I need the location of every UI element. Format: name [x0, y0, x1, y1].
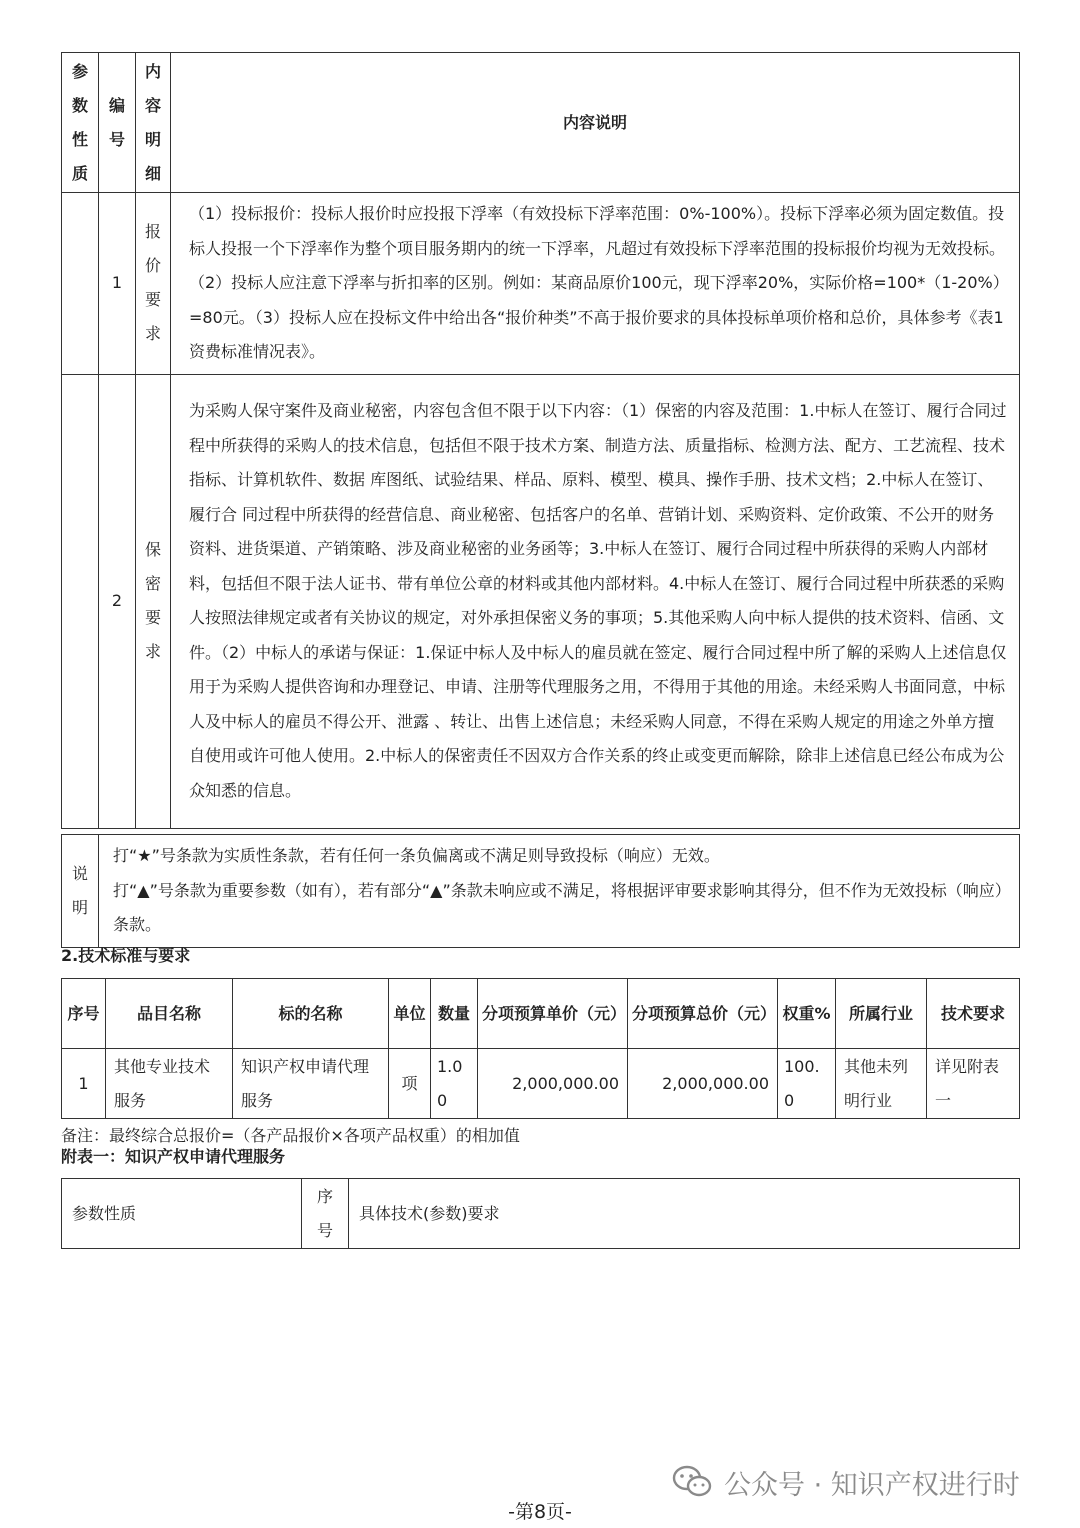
table-row	[62, 1049, 1020, 1119]
cell-item-name: 其他专业技术服务	[106, 1049, 233, 1119]
cell-target-name: 知识产权申请代理服务	[233, 1049, 389, 1119]
appendix-title: 附表一：知识产权申请代理服务	[61, 1147, 286, 1166]
cell-weight: 100.0	[778, 1049, 836, 1119]
header-param-nature: 参数性质	[62, 1179, 302, 1249]
cell-tech-req: 详见附表一	[927, 1049, 1020, 1119]
header-content-desc: 内容说明	[171, 53, 1020, 193]
table-row	[62, 374, 1020, 828]
requirements-table	[61, 52, 1020, 829]
param-nature-cell	[62, 193, 99, 375]
header-content-detail: 内容明细	[136, 53, 171, 193]
wechat-icon	[672, 1465, 712, 1499]
appendix-table	[61, 1178, 1020, 1249]
watermark-text: 公众号 · 知识产权进行时	[724, 1469, 1020, 1501]
row-number: 2	[99, 374, 136, 828]
note-label: 说明	[62, 835, 99, 948]
table-header-row	[62, 53, 1020, 193]
section-title: 2.技术标准与要求	[61, 946, 191, 965]
row-content: （1）投标报价：投标人报价时应投报下浮率（有效投标下浮率范围：0%-100%）。投标下浮率必须为固定数值。投标人投报一个下浮率作为整个项目服务期内的统一下浮率，凡超过有效投标下浮率范围的投标报价均视为无效投标。（2）投标人应注意下浮率与折扣率的区别。例如：某商品原价100元，现下浮率20%，实际价格=100*（1-20%）=80元。（3）投标人应在投标文件中给出各“报价种类”不高于报价要求的具体投标单项价格和总价，具体参考《表1 资费标准情况表》。	[171, 193, 1020, 375]
remark-text: 备注：最终综合总报价=（各产品报价×各项产品权重）的相加值	[61, 1126, 520, 1145]
row-detail: 报价要求	[136, 193, 171, 375]
header-industry: 所属行业	[836, 979, 927, 1049]
row-detail: 保密要求	[136, 374, 171, 828]
row-content: 为采购人保守案件及商业秘密，内容包含但不限于以下内容：（1）保密的内容及范围：1.中标人在签订、履行合同过程中所获得的采购人的技术信息，包括但不限于技术方案、制造方法、质量指标、检测方法、配方、工艺流程、技术指标、计算机软件、数据 库图纸、试验结果、样品、原料、模型、模具、操作手册、技术文档；2.中标人在签订、履行合 同过程中所获得的经营信息、商业秘密、包括客户的名单、营销计划、采购资料、定价政策、不公开的财务资料、进货渠道、产销策略、涉及商业秘密的业务函等；3.中标人在签订、履行合同过程中所获得的采购人内部材料，包括但不限于法人证书、带有单位公章的材料或其他内部材料。4.中标人在签订、履行合同过程中所获悉的采购人按照法律规定或者有关协议的规定，对外承担保密义务的事项；5.其他采购人向中标人提供的技术资料、信函、文件。（2）中标人的承诺与保证：1.保证中标人及中标人的雇员就在签定、履行合同过程中所了解的采购人上述信息仅用于为采购人提供咨询和办理登记、申请、注册等代理服务之用，不得用于其他的用途。未经采购人书面同意，中标人及中标人的雇员不得公开、泄露 、转让、出售上述信息；未经采购人同意，不得在采购人规定的用途之外单方擅自使用或许可他人使用。2.中标人的保密责任不因双方合作关系的终止或变更而解除，除非上述信息已经公布成为公众知悉的信息。	[171, 374, 1020, 828]
budget-table	[61, 978, 1020, 1119]
header-tech-params: 具体技术(参数)要求	[349, 1179, 1020, 1249]
cell-quantity: 1.00	[431, 1049, 478, 1119]
header-unit: 单位	[389, 979, 431, 1049]
page-number: -第8页-	[508, 1501, 572, 1523]
cell-industry: 其他未列明行业	[836, 1049, 927, 1119]
note-line-star: 打“★”号条款为实质性条款，若有任何一条负偏离或不满足则导致投标（响应）无效。	[113, 846, 720, 865]
cell-total-budget: 2,000,000.00	[628, 1049, 778, 1119]
note-table	[61, 834, 1020, 948]
header-item-name: 品目名称	[106, 979, 233, 1049]
table-header-row	[62, 979, 1020, 1049]
cell-unit-budget: 2,000,000.00	[478, 1049, 628, 1119]
header-weight: 权重%	[778, 979, 836, 1049]
header-quantity: 数量	[431, 979, 478, 1049]
row-number: 1	[99, 193, 136, 375]
header-unit-budget: 分项预算单价（元）	[478, 979, 628, 1049]
table-row	[62, 193, 1020, 375]
header-tech-req: 技术要求	[927, 979, 1020, 1049]
note-content	[99, 835, 1020, 948]
cell-unit: 项	[389, 1049, 431, 1119]
header-total-budget: 分项预算总价（元）	[628, 979, 778, 1049]
header-seq: 序号	[302, 1179, 349, 1249]
param-nature-cell	[62, 374, 99, 828]
header-seq: 序号	[62, 979, 106, 1049]
cell-seq: 1	[62, 1049, 106, 1119]
header-target-name: 标的名称	[233, 979, 389, 1049]
note-line-triangle: 打“▲”号条款为重要参数（如有），若有部分“▲”条款未响应或不满足，将根据评审要求影响其得分，但不作为无效投标（响应）条款。	[113, 880, 1003, 934]
table-header-row	[62, 1179, 1020, 1249]
header-param-nature: 参数性质	[62, 53, 99, 193]
header-number: 编号	[99, 53, 136, 193]
